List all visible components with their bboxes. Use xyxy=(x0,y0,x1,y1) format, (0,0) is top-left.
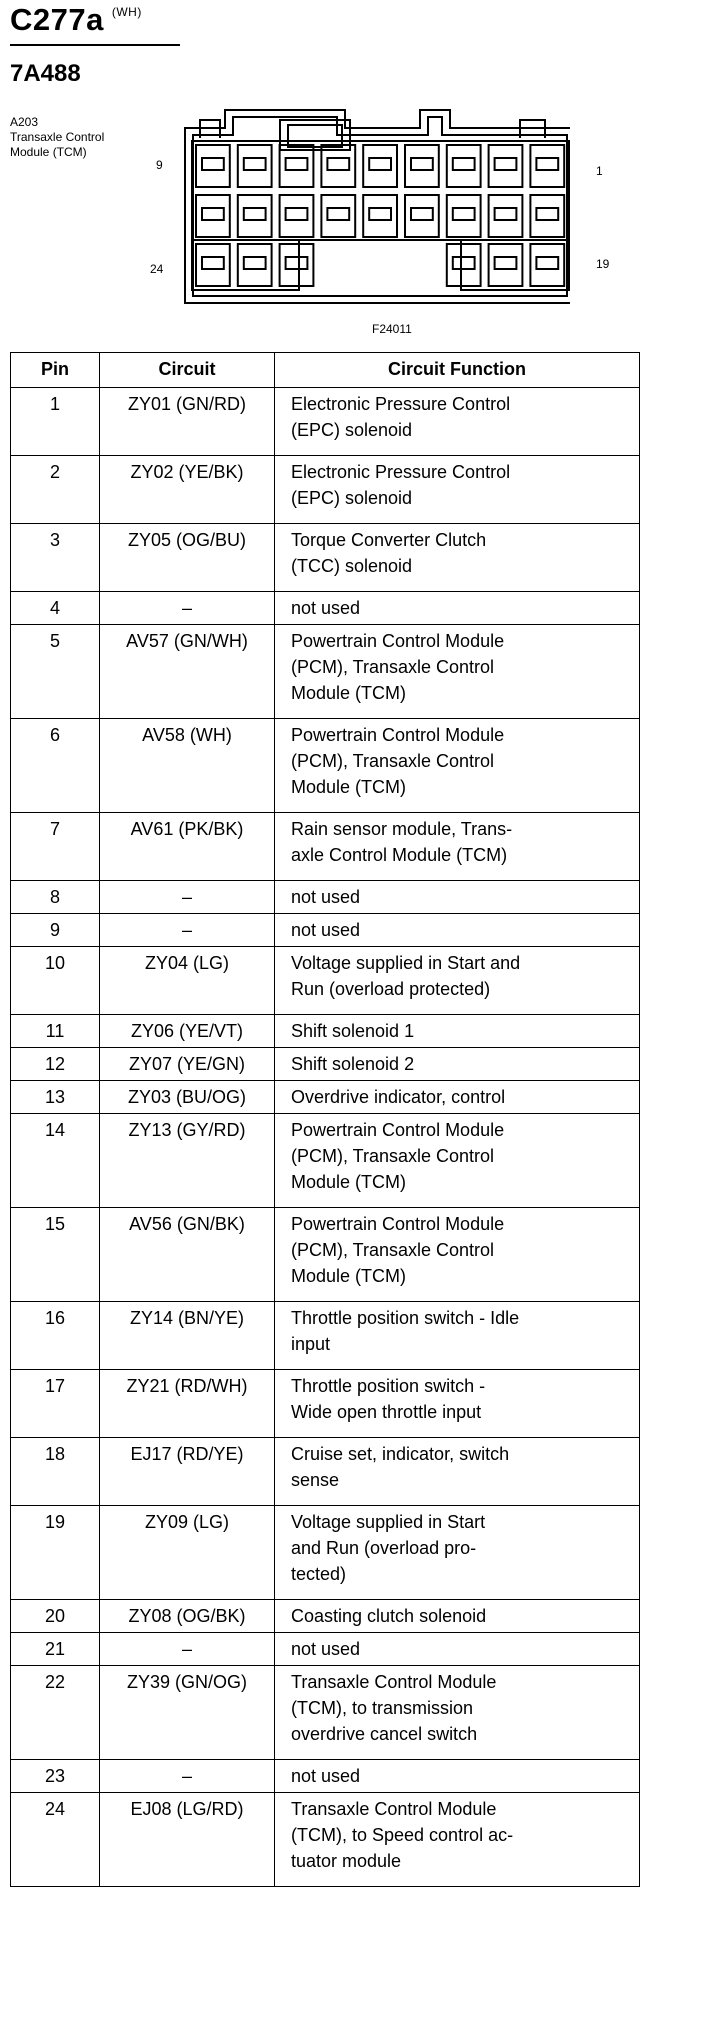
connector-description-line: Module (TCM) xyxy=(10,145,87,159)
housing-outline xyxy=(185,128,570,303)
pin-contact xyxy=(536,208,558,220)
cell-function: not used xyxy=(275,1633,640,1666)
cell-circuit: EJ17 (RD/YE) xyxy=(100,1438,275,1506)
cell-pin: 22 xyxy=(11,1666,100,1760)
cell-circuit: ZY07 (YE/GN) xyxy=(100,1048,275,1081)
table-row xyxy=(11,625,640,719)
table-row xyxy=(11,1081,640,1114)
cell-function: Overdrive indicator, control xyxy=(275,1081,640,1114)
title-underline xyxy=(10,44,180,46)
cell-pin: 13 xyxy=(11,1081,100,1114)
cell-circuit: AV58 (WH) xyxy=(100,719,275,813)
pin-cavity-grid xyxy=(196,145,564,286)
pin-contact xyxy=(495,158,517,170)
part-number: 7A488 xyxy=(10,60,81,87)
cell-circuit: – xyxy=(100,592,275,625)
pin-contact xyxy=(495,208,517,220)
cell-function: Electronic Pressure Control (EPC) solenoid xyxy=(275,388,640,456)
cell-circuit: – xyxy=(100,914,275,947)
cell-function: not used xyxy=(275,592,640,625)
cell-circuit: ZY04 (LG) xyxy=(100,947,275,1015)
cell-pin: 19 xyxy=(11,1506,100,1600)
pin-contact xyxy=(453,257,475,269)
table-row xyxy=(11,881,640,914)
cell-function: Electronic Pressure Control (EPC) solenoid xyxy=(275,456,640,524)
connector-color: (WH) xyxy=(111,5,142,19)
cell-function: Shift solenoid 2 xyxy=(275,1048,640,1081)
cell-pin: 6 xyxy=(11,719,100,813)
pin-contact xyxy=(327,158,349,170)
cell-function: Powertrain Control Module (PCM), Transaxle Control Module (TCM) xyxy=(275,719,640,813)
table-row xyxy=(11,524,640,592)
cell-pin: 1 xyxy=(11,388,100,456)
pin-contact xyxy=(202,208,224,220)
table-row xyxy=(11,1302,640,1370)
table-row xyxy=(11,592,640,625)
table-row xyxy=(11,388,640,456)
pin-contact xyxy=(369,208,391,220)
table-row xyxy=(11,914,640,947)
cell-circuit: ZY21 (RD/WH) xyxy=(100,1370,275,1438)
cell-function: Transaxle Control Module (TCM), to transmission overdrive cancel switch xyxy=(275,1666,640,1760)
cell-pin: 3 xyxy=(11,524,100,592)
pin-contact xyxy=(369,158,391,170)
table-row xyxy=(11,1114,640,1208)
pin-contact xyxy=(202,158,224,170)
cell-pin: 24 xyxy=(11,1793,100,1887)
pin-contact xyxy=(202,257,224,269)
cell-function: Cruise set, indicator, switch sense xyxy=(275,1438,640,1506)
cell-pin: 20 xyxy=(11,1600,100,1633)
cell-function: Throttle position switch - Wide open throttle input xyxy=(275,1370,640,1438)
pin-label-1: 1 xyxy=(596,164,603,178)
pin-contact xyxy=(244,158,266,170)
pin-contact xyxy=(411,208,433,220)
connector-description-line: A203 xyxy=(10,115,39,129)
pin-contact xyxy=(286,208,308,220)
cell-pin: 17 xyxy=(11,1370,100,1438)
connector-description-line: Transaxle Control xyxy=(10,130,105,144)
cell-circuit: AV57 (GN/WH) xyxy=(100,625,275,719)
pin-contact xyxy=(453,208,475,220)
cell-circuit: – xyxy=(100,1760,275,1793)
cell-circuit: ZY08 (OG/BK) xyxy=(100,1600,275,1633)
pin-table xyxy=(10,352,640,1887)
pin-contact xyxy=(453,158,475,170)
cell-circuit: AV56 (GN/BK) xyxy=(100,1208,275,1302)
table-header-row xyxy=(11,353,640,388)
pin-contact xyxy=(327,208,349,220)
table-row xyxy=(11,1015,640,1048)
table-row xyxy=(11,456,640,524)
pin-contact xyxy=(286,257,308,269)
cell-pin: 7 xyxy=(11,813,100,881)
table-row xyxy=(11,1506,640,1600)
cell-pin: 18 xyxy=(11,1438,100,1506)
cell-function: Rain sensor module, Trans- axle Control Module (TCM) xyxy=(275,813,640,881)
cell-pin: 10 xyxy=(11,947,100,1015)
cell-function: Transaxle Control Module (TCM), to Speed control ac- tuator module xyxy=(275,1793,640,1887)
cell-pin: 23 xyxy=(11,1760,100,1793)
table-row xyxy=(11,1793,640,1887)
cell-function: Torque Converter Clutch (TCC) solenoid xyxy=(275,524,640,592)
pin-label-24: 24 xyxy=(150,262,164,276)
connector-description xyxy=(10,115,104,160)
cell-pin: 4 xyxy=(11,592,100,625)
cell-function: not used xyxy=(275,914,640,947)
table-row xyxy=(11,1666,640,1760)
cell-circuit: ZY09 (LG) xyxy=(100,1506,275,1600)
cell-pin: 8 xyxy=(11,881,100,914)
pin-contact xyxy=(286,158,308,170)
cell-function: Voltage supplied in Start and Run (overload protected) xyxy=(275,947,640,1015)
cell-function: Voltage supplied in Start and Run (overload pro- tected) xyxy=(275,1506,640,1600)
pin-contact xyxy=(536,158,558,170)
cell-circuit: ZY14 (BN/YE) xyxy=(100,1302,275,1370)
cell-circuit: ZY13 (GY/RD) xyxy=(100,1114,275,1208)
cell-circuit: AV61 (PK/BK) xyxy=(100,813,275,881)
cell-pin: 15 xyxy=(11,1208,100,1302)
table-row xyxy=(11,1370,640,1438)
cell-pin: 12 xyxy=(11,1048,100,1081)
pin-label-9: 9 xyxy=(156,158,163,172)
connector-face-diagram xyxy=(170,108,570,318)
cell-circuit: ZY39 (GN/OG) xyxy=(100,1666,275,1760)
cell-pin: 14 xyxy=(11,1114,100,1208)
cell-function: Throttle position switch - Idle input xyxy=(275,1302,640,1370)
cell-function: Coasting clutch solenoid xyxy=(275,1600,640,1633)
header-function: Circuit Function xyxy=(275,353,640,388)
pin-contact xyxy=(244,208,266,220)
cell-pin: 16 xyxy=(11,1302,100,1370)
pin-label-19: 19 xyxy=(596,257,610,271)
cell-circuit: ZY01 (GN/RD) xyxy=(100,388,275,456)
table-row xyxy=(11,1600,640,1633)
table-row xyxy=(11,1760,640,1793)
cell-circuit: – xyxy=(100,881,275,914)
cell-circuit: ZY03 (BU/OG) xyxy=(100,1081,275,1114)
figure-id: F24011 xyxy=(372,322,412,336)
cell-circuit: EJ08 (LG/RD) xyxy=(100,1793,275,1887)
cell-circuit: ZY06 (YE/VT) xyxy=(100,1015,275,1048)
table-row xyxy=(11,1438,640,1506)
table-row xyxy=(11,947,640,1015)
cell-function: Powertrain Control Module (PCM), Transaxle Control Module (TCM) xyxy=(275,625,640,719)
cell-pin: 5 xyxy=(11,625,100,719)
pin-contact xyxy=(244,257,266,269)
cell-function: Powertrain Control Module (PCM), Transaxle Control Module (TCM) xyxy=(275,1208,640,1302)
cell-circuit: – xyxy=(100,1633,275,1666)
table-row xyxy=(11,719,640,813)
cell-function: not used xyxy=(275,881,640,914)
table-row xyxy=(11,1208,640,1302)
cell-circuit: ZY05 (OG/BU) xyxy=(100,524,275,592)
table-row xyxy=(11,813,640,881)
cell-pin: 2 xyxy=(11,456,100,524)
connector-id: C277a xyxy=(10,2,104,37)
pin-contact xyxy=(411,158,433,170)
header-pin: Pin xyxy=(11,353,100,388)
cell-function: not used xyxy=(275,1760,640,1793)
cell-circuit: ZY02 (YE/BK) xyxy=(100,456,275,524)
connector-title xyxy=(10,2,142,38)
cell-pin: 11 xyxy=(11,1015,100,1048)
cell-function: Shift solenoid 1 xyxy=(275,1015,640,1048)
cell-pin: 9 xyxy=(11,914,100,947)
table-row xyxy=(11,1633,640,1666)
cell-function: Powertrain Control Module (PCM), Transaxle Control Module (TCM) xyxy=(275,1114,640,1208)
pin-contact xyxy=(495,257,517,269)
cell-pin: 21 xyxy=(11,1633,100,1666)
header-circuit: Circuit xyxy=(100,353,275,388)
table-row xyxy=(11,1048,640,1081)
pin-contact xyxy=(536,257,558,269)
